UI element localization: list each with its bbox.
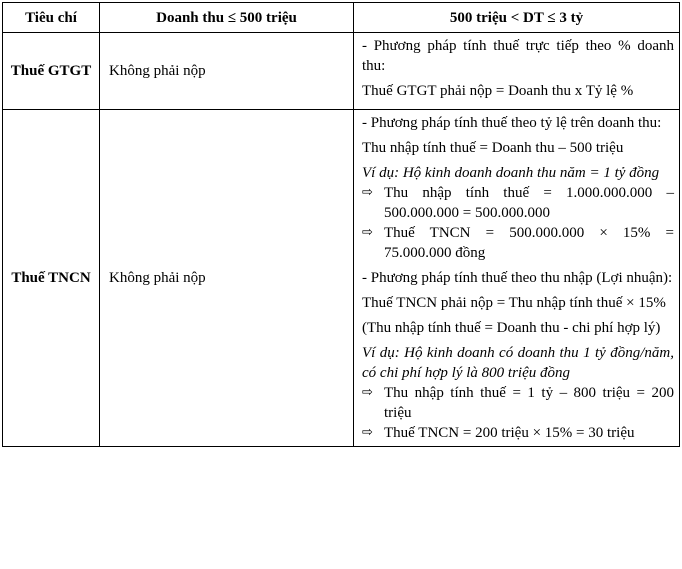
- list-item: [362, 423, 674, 443]
- pit-formula-1: Thu nhập tính thuế = Doanh thu – 500 triệu: [362, 140, 624, 156]
- row-label-pit: Thuế TNCN: [3, 110, 100, 447]
- pit-example-2: Ví dụ: Hộ kinh doanh có doanh thu 1 tỷ đồng/năm, có chi phí hợp lý là 800 triệu đồng: [362, 345, 674, 381]
- pit-method-2: - Phương pháp tính thuế theo thu nhập (Lợi nhuận):: [362, 270, 673, 286]
- arrow-right-icon: ⇨: [362, 425, 373, 440]
- header-large-revenue: 500 triệu < DT ≤ 3 tỷ: [354, 3, 680, 33]
- list-item: [362, 383, 674, 423]
- list-item: [362, 183, 674, 223]
- header-small-revenue: Doanh thu ≤ 500 triệu: [100, 3, 354, 33]
- arrow-right-icon: ⇨: [362, 385, 373, 400]
- table-row-pit: [3, 110, 680, 447]
- vat-formula: Thuế GTGT phải nộp = Doanh thu x Tỷ lệ %: [362, 83, 634, 99]
- pit-example-2-step-2: Thuế TNCN = 200 triệu × 15% = 30 triệu: [384, 425, 635, 441]
- arrow-right-icon: ⇨: [362, 225, 373, 240]
- pit-method-1: - Phương pháp tính thuế theo tỷ lệ trên doanh thu:: [362, 115, 662, 131]
- pit-large-revenue: [354, 110, 680, 447]
- header-criteria: Tiêu chí: [3, 3, 100, 33]
- pit-small-revenue: Không phải nộp: [100, 110, 354, 447]
- table-row-vat: [3, 33, 680, 110]
- pit-formula-2-note: (Thu nhập tính thuế = Doanh thu - chi phí hợp lý): [362, 320, 661, 336]
- pit-example-1: Ví dụ: Hộ kinh doanh doanh thu năm = 1 tỷ đồng: [362, 165, 660, 181]
- pit-example-1-step-2: Thuế TNCN = 500.000.000 × 15% = 75.000.000 đồng: [384, 225, 674, 261]
- pit-example-1-step-1: Thu nhập tính thuế = 1.000.000.000 – 500.000.000 = 500.000.000: [384, 185, 674, 221]
- list-item: [362, 223, 674, 263]
- header-row: [3, 3, 680, 33]
- vat-method: - Phương pháp tính thuế trực tiếp theo % doanh thu:: [362, 38, 674, 74]
- vat-small-revenue: Không phải nộp: [100, 33, 354, 110]
- vat-large-revenue: [354, 33, 680, 110]
- tax-comparison-table: [2, 2, 680, 447]
- pit-example-2-step-1: Thu nhập tính thuế = 1 tỷ – 800 triệu = 200 triệu: [384, 385, 674, 421]
- row-label-vat: Thuế GTGT: [3, 33, 100, 110]
- pit-formula-2: Thuế TNCN phải nộp = Thu nhập tính thuế × 15%: [362, 295, 666, 311]
- arrow-right-icon: ⇨: [362, 185, 373, 200]
